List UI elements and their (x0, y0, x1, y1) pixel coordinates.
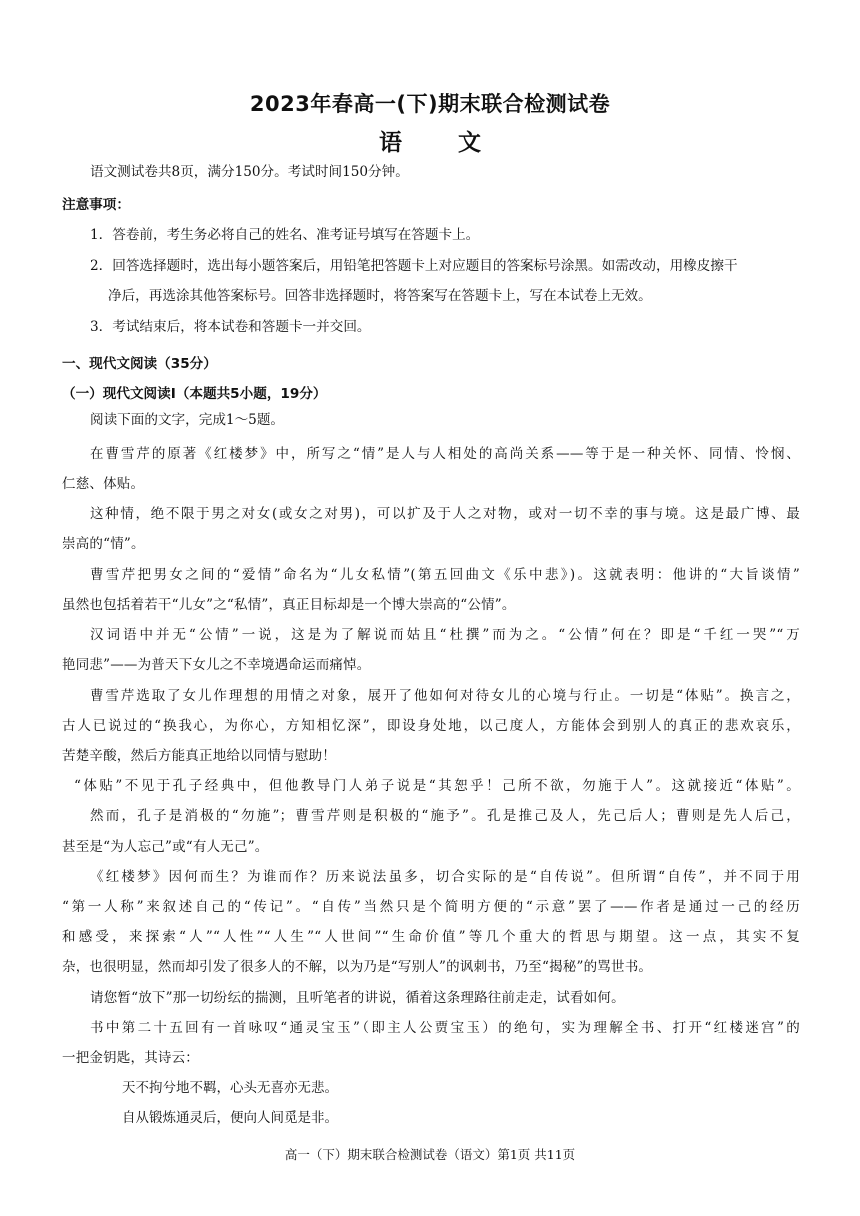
passage-line: 仁慈、体贴。 (62, 476, 145, 492)
exam-title: 2023年春高一(下)期末联合检测试卷 (249, 92, 611, 116)
exam-intro: 语文测试卷共8页，满分150分。考试时间150分钟。 (90, 164, 409, 180)
passage-line: 汉词语中并无“公情”一说，这是为了解说而姑且“杜撰”而为之。“公情”何在？即是“千红一哭”“万 (90, 627, 800, 643)
section-heading: 一、现代文阅读（35分） (62, 356, 217, 372)
passage-line: 虽然也包括着若干“儿女”之“私情”，真正目标却是一个博大崇高的“公情”。 (62, 597, 516, 613)
poem-line: 天不拘兮地不羁，心头无喜亦无悲。 (122, 1080, 338, 1096)
passage-line: 杂，也很明显，然而却引发了很多人的不解，以为乃是“写别人”的讽刺书，乃至“揭秘”的骂世书。 (62, 959, 653, 975)
subject-title: 语 文 (378, 130, 505, 156)
passage-line: 曹雪芹把男女之间的“爱情”命名为“儿女私情”(第五回曲文《乐中悲》)。这就表明：他讲的“大旨谈情” (90, 567, 800, 583)
subsection-heading: （一）现代文阅读Ⅰ（本题共5小题，19分） (62, 386, 327, 402)
passage-line: 一把金钥匙，其诗云： (62, 1050, 199, 1066)
notice-item-3: 3．考试结束后，将本试卷和答题卡一并交回。 (90, 319, 371, 335)
passage-line: 苦楚辛酸，然后方能真正地给以同情与慰助！ (62, 748, 336, 764)
passage-line: “第一人称”来叙述自己的“传记”。“自传”当然只是个简明方便的“示意”罢了——作者是通过一己的经历 (62, 899, 800, 915)
notice-item-1: 1．答卷前，考生务必将自己的姓名、准考证号填写在答题卡上。 (90, 227, 480, 243)
poem-line: 自从锻炼通灵后，便向人间觅是非。 (122, 1110, 338, 1126)
passage-line: 书中第二十五回有一首咏叹“通灵宝玉”（即主人公贾宝玉）的绝句，实为理解全书、打开“红楼迷宫”的 (90, 1020, 800, 1036)
passage-line: 曹雪芹选取了女儿作理想的用情之对象，展开了他如何对待女儿的心境与行止。一切是“体贴”。换言之， (90, 688, 800, 704)
passage-line: 然而，孔子是消极的“勿施”；曹雪芹则是积极的“施予”。孔是推己及人，先己后人；曹则是先人后己， (90, 808, 800, 824)
passage-line: 请您暂“放下”那一切纷纭的揣测，且听笔者的讲说，循着这条理路往前走走，试看如何。 (90, 990, 625, 1006)
passage-line: 和感受，来探索“人”“人性”“人生”“人世间”“生命价值”等几个重大的哲思与期望。这一点，其实不复 (62, 929, 800, 945)
passage-line: 在曹雪芹的原著《红楼梦》中，所写之“情”是人与人相处的高尚关系——等于是一种关怀、同情、怜悯、 (90, 446, 800, 462)
passage-line: 古人已说过的“换我心，为你心，方知相忆深”，即设身处地，以己度人，方能体会到别人的真正的悲欢哀乐， (62, 718, 800, 734)
page-footer: 高一（下）期末联合检测试卷（语文）第1页 共11页 (284, 1147, 576, 1162)
passage-line: “体贴”不见于孔子经典中，但他教导门人弟子说是“其恕乎！己所不欲，勿施于人”。这就接近“体贴”。 (74, 778, 800, 794)
passage-line: 甚至是“为人忘己”或“有人无己”。 (62, 839, 269, 855)
passage-line: 崇高的“情”。 (62, 536, 145, 552)
notice-heading: 注意事项： (62, 197, 130, 213)
passage-line: 《红楼梦》因何而生？为谁而作？历来说法虽多，切合实际的是“自传说”。但所谓“自传”，并不同于用 (90, 869, 800, 885)
passage-line: 这种情，绝不限于男之对女(或女之对男)，可以扩及于人之对物，或对一切不幸的事与境。这是最广博、最 (90, 506, 800, 522)
notice-item-2-cont: 净后，再选涂其他答案标号。回答非选择题时，将答案写在答题卡上，写在本试卷上无效。 (108, 288, 652, 304)
passage-line: 艳同悲”——为普天下女儿之不幸境遇命运而痛悼。 (62, 657, 371, 673)
notice-item-2: 2．回答选择题时，选出每小题答案后，用铅笔把答题卡上对应题目的答案标号涂黑。如需改动，用橡皮擦干 (90, 258, 738, 274)
reading-instruction: 阅读下面的文字，完成1～5题。 (90, 412, 285, 428)
